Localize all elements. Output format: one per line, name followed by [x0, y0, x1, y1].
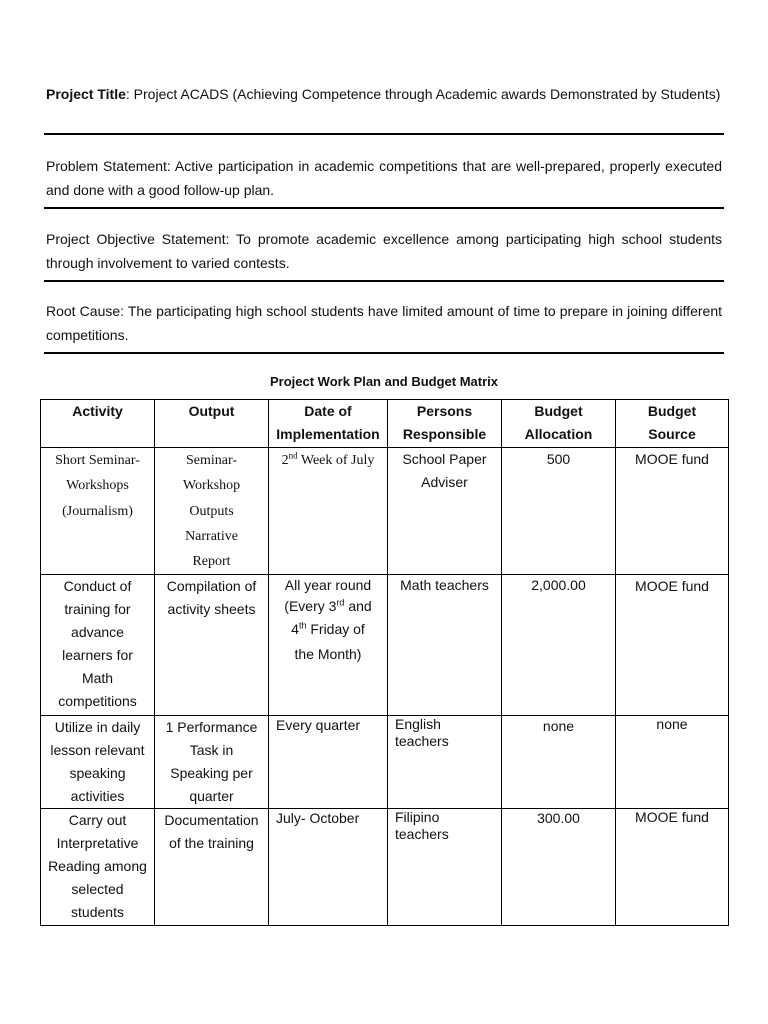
cell-line: Seminar- [185, 453, 238, 468]
allocation-value: none [542, 718, 575, 735]
cell-line: of the training [169, 835, 254, 852]
objective-statement: Project Objective Statement: To promote academic excellence among participating high school students through involvement to varied contests. [46, 231, 722, 271]
project-title-paragraph [46, 83, 722, 107]
cell-line: Math [81, 670, 114, 687]
work-plan-budget-table [40, 399, 729, 926]
header-output-text: Output [188, 403, 235, 419]
matrix-title: Project Work Plan and Budget Matrix [269, 374, 499, 389]
cell-line: Workshop [182, 478, 241, 494]
cell-line: Adviser [421, 474, 468, 490]
divider-rule [44, 280, 724, 282]
date-cell [269, 716, 388, 809]
divider-rule [44, 133, 724, 135]
header-allocation-line1: Budget [534, 403, 583, 419]
source-value: MOOE fund [635, 451, 709, 467]
persons-cell [388, 716, 502, 809]
date-cell [269, 448, 388, 575]
date-text: and [344, 598, 372, 615]
table-row [41, 448, 729, 575]
activity-cell [41, 575, 155, 716]
source-value: none [656, 716, 688, 733]
cell-line: competitions [58, 693, 137, 710]
header-activity-text: Activity [72, 403, 123, 419]
header-persons-line1: Persons [416, 403, 473, 419]
allocation-cell [502, 575, 616, 716]
cell-line: Documentation [164, 812, 259, 829]
root-cause: Root Cause: The participating high school students have limited amount of time to prepare in joining different competitions. [46, 303, 722, 343]
date-cell [269, 575, 388, 716]
date-value: Every quarter [276, 717, 361, 734]
cell-line: Task in [189, 742, 234, 759]
divider-rule [44, 207, 724, 209]
cell-line: School Paper [402, 451, 487, 467]
header-activity [41, 400, 155, 448]
output-cell [155, 575, 269, 716]
cell-line: Narrative [185, 528, 238, 544]
date-line: the Month) [294, 646, 362, 663]
date-line [269, 596, 387, 617]
allocation-value: 500 [546, 451, 571, 467]
allocation-value: 2,000.00 [531, 577, 586, 594]
cell-line: Speaking per [170, 765, 253, 782]
header-persons [388, 400, 502, 448]
allocation-cell [502, 809, 616, 926]
date-ordinal: rd [336, 597, 345, 608]
output-cell [155, 716, 269, 809]
cell-line: Interpretative [56, 835, 139, 852]
cell-line: Conduct of [63, 578, 132, 595]
cell-line: Outputs [189, 503, 234, 519]
source-cell [616, 716, 729, 809]
output-cell [155, 809, 269, 926]
cell-line: speaking [69, 765, 126, 782]
date-line [269, 448, 387, 473]
date-ordinal: nd [288, 450, 298, 461]
date-text: 4 [291, 621, 299, 638]
output-cell [155, 448, 269, 575]
header-date [269, 400, 388, 448]
persons-cell [388, 809, 502, 926]
header-allocation [502, 400, 616, 448]
project-title-value: : Project ACADS (Achieving Competence through Academic awards Demonstrated by Students) [125, 86, 721, 102]
allocation-value: 300.00 [537, 810, 580, 827]
persons-cell [388, 575, 502, 716]
cell-line: English [395, 716, 441, 733]
cell-line: quarter [189, 788, 234, 805]
activity-cell [41, 809, 155, 926]
table-header-row [41, 400, 729, 448]
divider-rule [44, 352, 724, 354]
date-value: July- October [276, 810, 360, 827]
table-row [41, 575, 729, 716]
cell-line: training for [64, 601, 131, 618]
persons-value: Math teachers [400, 577, 489, 594]
cell-line: Report [192, 554, 231, 570]
source-value: MOOE fund [635, 578, 709, 595]
cell-line: Utilize in daily [54, 719, 141, 736]
cell-line: Short Seminar- [55, 453, 140, 468]
cell-line: teachers [395, 826, 449, 843]
date-number: 2 [281, 453, 289, 468]
allocation-cell [502, 716, 616, 809]
cell-line: Workshops [66, 478, 129, 494]
cell-line: Reading among [48, 858, 147, 875]
problem-statement: Problem Statement: Active participation in academic competitions that are well-prepared, properly executed and done with a good follow-up plan. [46, 158, 722, 198]
cell-line: learners for [62, 647, 133, 664]
cell-line: activity sheets [167, 601, 256, 618]
date-line: All year round [284, 577, 372, 594]
date-text: Friday of [306, 621, 365, 638]
cell-line: lesson relevant [50, 742, 145, 759]
header-source-line2: Source [648, 426, 696, 442]
cell-line: 1 Performance [165, 719, 258, 736]
activity-cell [41, 716, 155, 809]
cell-line: Compilation of [166, 578, 257, 595]
cell-line: Filipino [395, 809, 440, 826]
header-allocation-line2: Allocation [524, 426, 593, 442]
allocation-cell [502, 448, 616, 575]
cell-line: activities [70, 788, 125, 805]
cell-line: students [71, 904, 124, 921]
date-rest: Week of July [297, 453, 375, 468]
cell-line: selected [71, 881, 124, 898]
source-cell [616, 575, 729, 716]
header-persons-line2: Responsible [402, 426, 487, 442]
date-ordinal: th [298, 620, 307, 631]
header-source [616, 400, 729, 448]
header-source-line1: Budget [647, 403, 697, 419]
source-cell [616, 448, 729, 575]
table-row [41, 809, 729, 926]
persons-cell [388, 448, 502, 575]
cell-line: Carry out [68, 812, 127, 829]
date-text: (Every 3 [284, 598, 337, 615]
project-title-label: Project Title [46, 86, 126, 102]
source-value: MOOE fund [635, 809, 709, 826]
header-date-line2: Implementation [276, 426, 380, 442]
source-cell [616, 809, 729, 926]
activity-cell [41, 448, 155, 575]
date-cell [269, 809, 388, 926]
cell-line: teachers [395, 733, 449, 750]
table-row [41, 716, 729, 809]
date-line [269, 617, 387, 642]
cell-line: advance [71, 624, 124, 641]
cell-line: (Journalism) [62, 503, 133, 519]
header-output [155, 400, 269, 448]
header-date-line1: Date of [304, 403, 352, 419]
